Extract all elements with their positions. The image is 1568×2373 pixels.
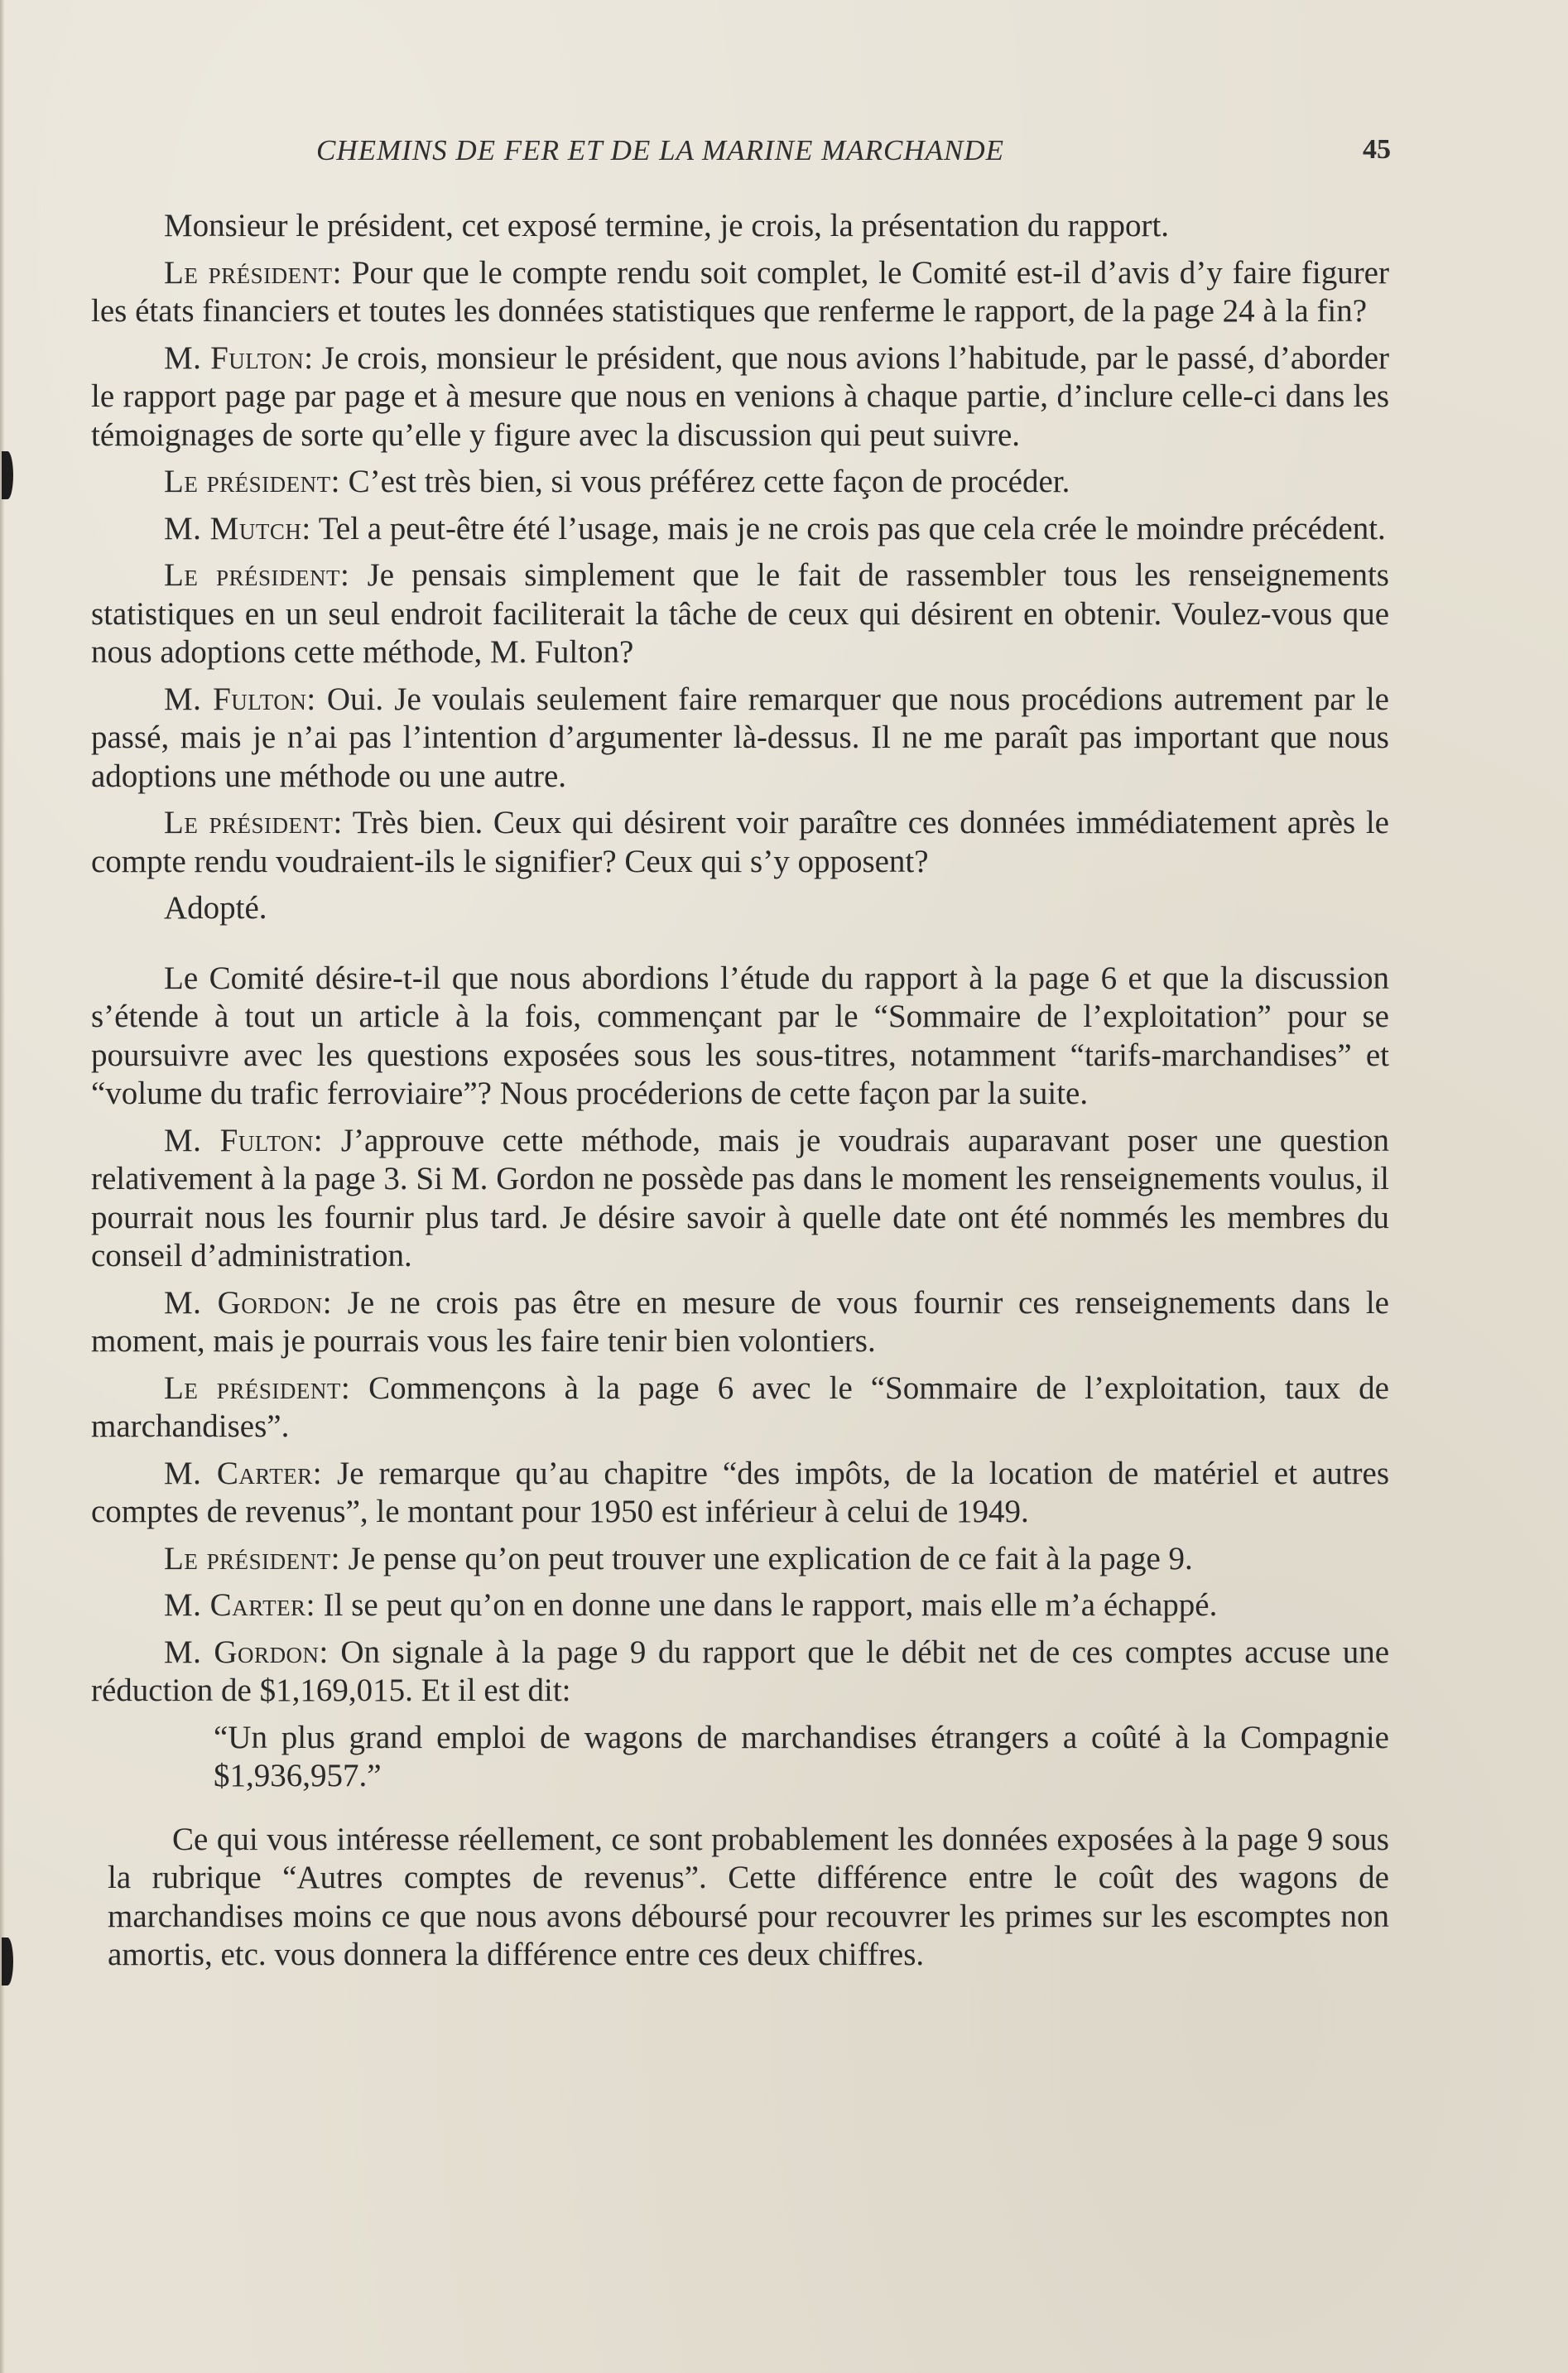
paragraph-text: Monsieur le président, cet exposé termine, je crois, la présentation du rapport. [164,208,1170,243]
paragraph-text: Je ne crois pas être en mesure de vous fournir ces renseignements dans le moment, mais je pourrais vous les faire tenir bien volontiers. [91,1284,1389,1359]
speaker-name: Le président: [164,464,340,499]
paragraph-text: J’approuve cette méthode, mais je voudrais auparavant poser une question relativement à la page 3. Si M. Gordon ne possède pas dans le moment les renseignements voulus, il pourrait nous les fournir plus tard. Je désire savoir à quelle date ont été nommés les membres du conseil d’administration. [91,1122,1389,1273]
paragraph-text: Très bien. Ceux qui désirent voir paraître ces données immédiatement après le compte rendu voudraient-ils le signifier? Ceux qui s’y opposent? [91,805,1389,879]
binding-hole-mark [2,1937,13,1986]
paragraph [91,1455,1389,1532]
paragraph-text: Le Comité désire-t-il que nous abordions l’étude du rapport à la page 6 et que la discussion s’étende à tout un article à la fois, commençant par le “Sommaire de l’exploitation” pour se poursuivre avec les questions exposées sous les sous-titres, notamment “tarifs-marchandises” et “volume du trafic ferroviaire”? Nous procéderions de cette façon par la suite. [91,960,1389,1111]
paragraph-text: Oui. Je voulais seulement faire remarquer que nous procédions autrement par le passé, mais je n’ai pas l’intention d’argumenter là-dessus. Il ne me paraît pas important que nous adoptions une méthode ou une autre. [91,681,1389,794]
paragraph-text: Je pense qu’on peut trouver une explication de ce fait à la page 9. [339,1540,1193,1576]
speaker-name: Le président: [164,254,342,291]
paragraph [91,339,1389,455]
paragraph-text: Il se peut qu’on en donne une dans le rapport, mais elle m’a échappé. [315,1587,1218,1623]
paragraph [91,889,1389,928]
paragraph [91,804,1389,881]
paragraph [91,1586,1389,1625]
speaker-name: M. Fulton: [164,1122,324,1158]
speaker-name: M. Carter: [164,1455,323,1491]
speaker-name: M. Carter: [164,1587,315,1623]
paragraph [91,1122,1389,1276]
body-text [91,207,1389,1983]
paragraph-text: Je crois, monsieur le président, que nous avions l’habitude, par le passé, d’aborder le rapport page par page et à mesure que nous en venions à chaque partie, d’inclure celle-ci dans les témoignages de sorte qu’elle y figure avec la discussion qui peut suivre. [91,339,1390,453]
speaker-name: M. Fulton: [164,681,316,717]
paragraph [91,1284,1389,1361]
paragraph-text: Je pensais simplement que le fait de rassembler tous les renseignements statistiques en un seul endroit faciliterait la tâche de ceux qui désirent en obtenir. Voulez-vous que nous adoptions cette méthode, M. Fulton? [91,557,1389,670]
block-quote [214,1719,1389,1796]
paragraph [91,960,1389,1114]
speaker-name: Le président: [164,1369,351,1406]
paragraph-text: Pour que le compte rendu soit complet, le Comité est-il d’avis d’y faire figurer les états financiers et toutes les données statistiques que renferme le rapport, de la page 24 à la fin? [91,254,1389,329]
speaker-name: M. Gordon: [164,1634,329,1670]
paragraph [91,556,1389,672]
paragraph [91,254,1389,331]
page-edge-shadow [0,0,5,2373]
paragraph [91,1540,1389,1579]
running-header [91,134,1391,174]
paragraph [91,1369,1389,1446]
paragraph [91,463,1389,502]
paragraph-text: C’est très bien, si vous préférez cette façon de procéder. [339,464,1070,499]
speaker-name: Le président: [164,1540,340,1576]
paragraph-text: Je remarque qu’au chapitre “des impôts, de la location de matériel et autres comptes de revenus”, le montant pour 1950 est inférieur à celui de 1949. [91,1455,1389,1529]
speaker-name: M. Gordon: [164,1284,333,1321]
paragraph [91,681,1389,797]
paragraph-text: Tel a peut-être été l’usage, mais je ne crois pas que cela crée le moindre précédent. [310,510,1386,546]
paragraph [108,1821,1389,1975]
binding-hole-mark [2,451,13,499]
paragraph [91,510,1389,549]
page-number: 45 [1363,134,1391,165]
quote-text: “Un plus grand emploi de wagons de marchandises étrangers a coûté à la Compagnie $1,936,957.” [214,1719,1389,1793]
speaker-name: Le président: [164,557,350,593]
paragraph-text: Adopté. [164,890,267,926]
running-title: CHEMINS DE FER ET DE LA MARINE MARCHANDE [316,134,1004,166]
paragraph-text: On signale à la page 9 du rapport que le débit net de ces comptes accuse une réduction de $1,169,015. Et il est dit: [91,1634,1390,1708]
speaker-name: Le président: [164,805,343,840]
speaker-name: M. Fulton: [164,339,314,376]
paragraph [91,207,1389,246]
speaker-name: M. Mutch: [164,510,311,546]
paragraph-text: Commençons à la page 6 avec le “Sommaire de l’exploitation, taux de marchandises”. [91,1369,1389,1444]
paragraph [91,1634,1389,1711]
paragraph-text: Ce qui vous intéresse réellement, ce sont probablement les données exposées à la page 9 sous la rubrique “Autres comptes de revenus”. Cette différence entre le coût des wagons de marchandises moins ce que nous avons déboursé pour recouvrer les primes sur les escomptes non amortis, etc. vous donnera la différence entre ces deux chiffres. [108,1821,1389,1972]
